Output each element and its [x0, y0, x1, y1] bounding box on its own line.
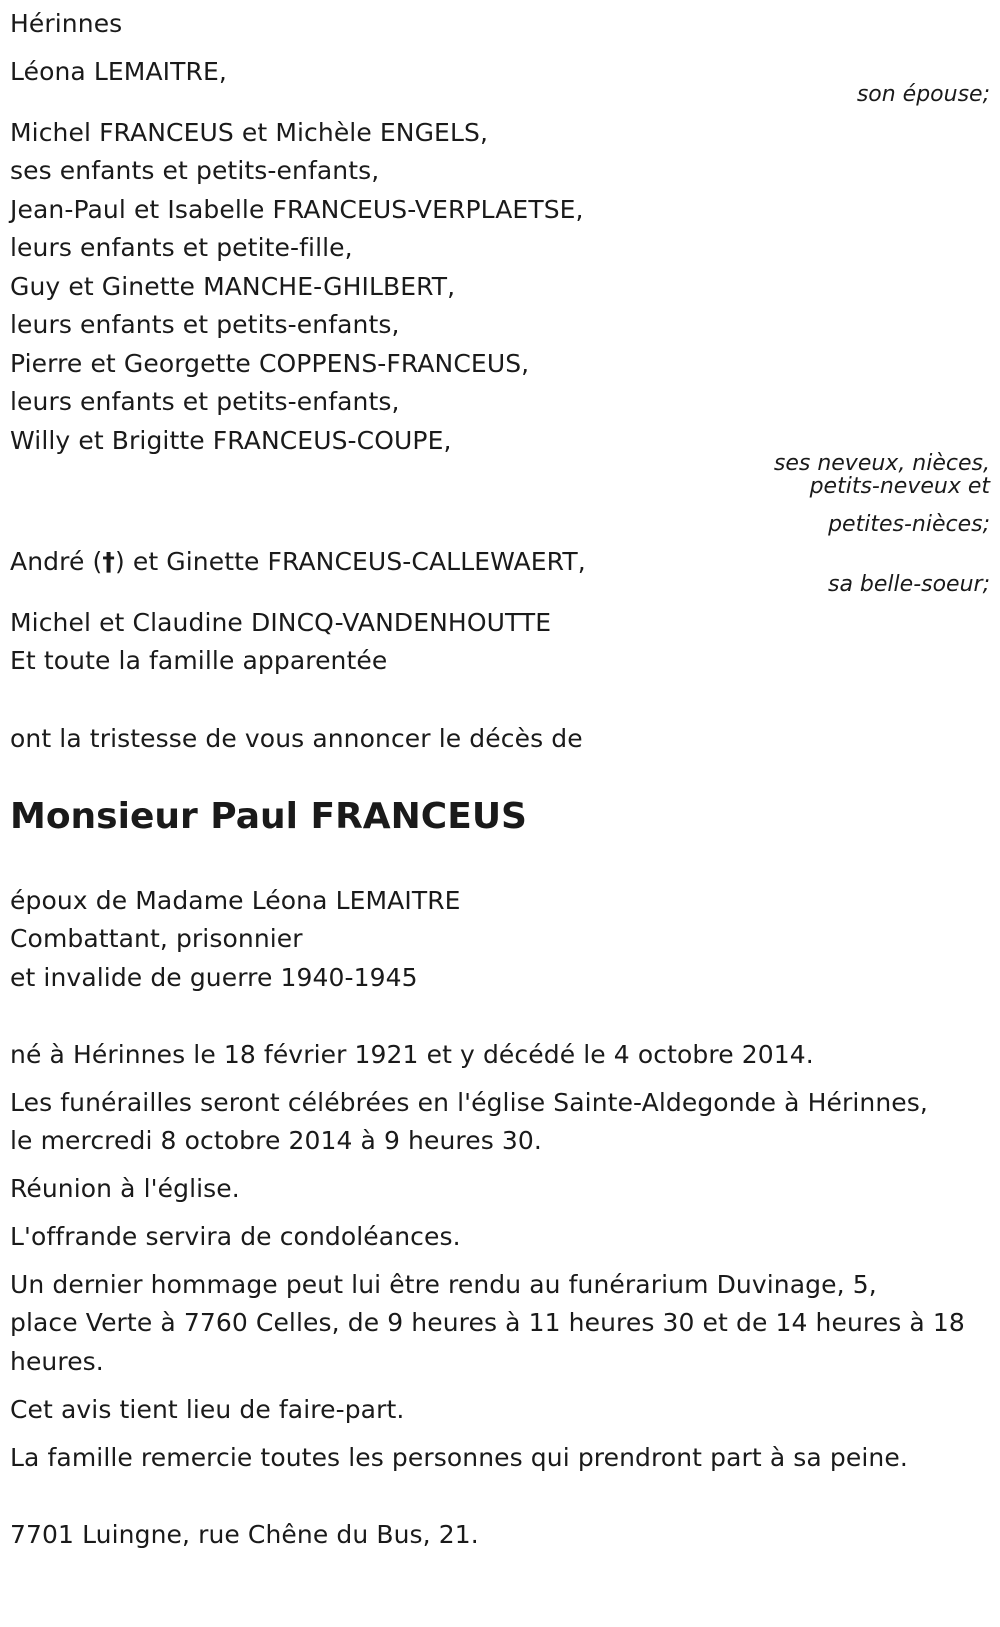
meeting-line: Réunion à l'église.: [10, 1174, 240, 1203]
spouse-name: Léona LEMAITRE,: [10, 57, 227, 86]
notice-line: Cet avis tient lieu de faire-part.: [10, 1395, 405, 1424]
deceased-name: Monsieur Paul FRANCEUS: [10, 796, 527, 837]
tribute-line: heures.: [10, 1347, 104, 1376]
dincq-line: Michel et Claudine DINCQ-VANDENHOUTTE: [10, 608, 552, 637]
family-line: Michel FRANCEUS et Michèle ENGELS,: [10, 118, 488, 147]
detail-line: Combattant, prisonnier: [10, 924, 303, 953]
nephews-role: ses neveux, nièces,: [773, 451, 990, 476]
tribute-line: place Verte à 7760 Celles, de 9 heures à 11 heures 30 et de 14 heures à 18: [10, 1308, 965, 1337]
nephews-role: petites-nièces;: [828, 512, 990, 537]
nephews-role: petits-neveux et: [809, 474, 990, 499]
city-heading: Hérinnes: [10, 9, 123, 38]
address-line: 7701 Luingne, rue Chêne du Bus, 21.: [10, 1520, 479, 1549]
tribute-line: Un dernier hommage peut lui être rendu au funérarium Duvinage, 5,: [10, 1270, 877, 1299]
cross-icon: †: [102, 547, 115, 576]
sister-in-law-role: sa belle-soeur;: [828, 572, 990, 597]
offering-line: L'offrande servira de condoléances.: [10, 1222, 461, 1251]
detail-line: époux de Madame Léona LEMAITRE: [10, 886, 461, 915]
family-line: leurs enfants et petits-enfants,: [10, 310, 400, 339]
family-line: leurs enfants et petits-enfants,: [10, 387, 400, 416]
spouse-role: son épouse;: [856, 82, 990, 107]
family-line: leurs enfants et petite-fille,: [10, 233, 353, 262]
birth-death-line: né à Hérinnes le 18 février 1921 et y décédé le 4 octobre 2014.: [10, 1040, 814, 1069]
announcement-intro: ont la tristesse de vous annoncer le décès de: [10, 724, 583, 753]
whole-family-line: Et toute la famille apparentée: [10, 646, 388, 675]
family-line: ses enfants et petits-enfants,: [10, 156, 380, 185]
andre-line: [10, 547, 586, 577]
detail-line: et invalide de guerre 1940-1945: [10, 963, 418, 992]
funeral-line: le mercredi 8 octobre 2014 à 9 heures 30.: [10, 1126, 542, 1155]
family-line: Guy et Ginette MANCHE-GHILBERT,: [10, 272, 456, 301]
family-line: Pierre et Georgette COPPENS-FRANCEUS,: [10, 349, 530, 378]
andre-prefix: André (: [10, 547, 103, 576]
funeral-line: Les funérailles seront célébrées en l'église Sainte-Aldegonde à Hérinnes,: [10, 1088, 928, 1117]
thanks-line: La famille remercie toutes les personnes qui prendront part à sa peine.: [10, 1443, 908, 1472]
family-line: Willy et Brigitte FRANCEUS-COUPE,: [10, 426, 452, 455]
andre-suffix: ) et Ginette FRANCEUS-CALLEWAERT,: [114, 547, 586, 576]
family-line: Jean-Paul et Isabelle FRANCEUS-VERPLAETSE,: [10, 195, 584, 224]
